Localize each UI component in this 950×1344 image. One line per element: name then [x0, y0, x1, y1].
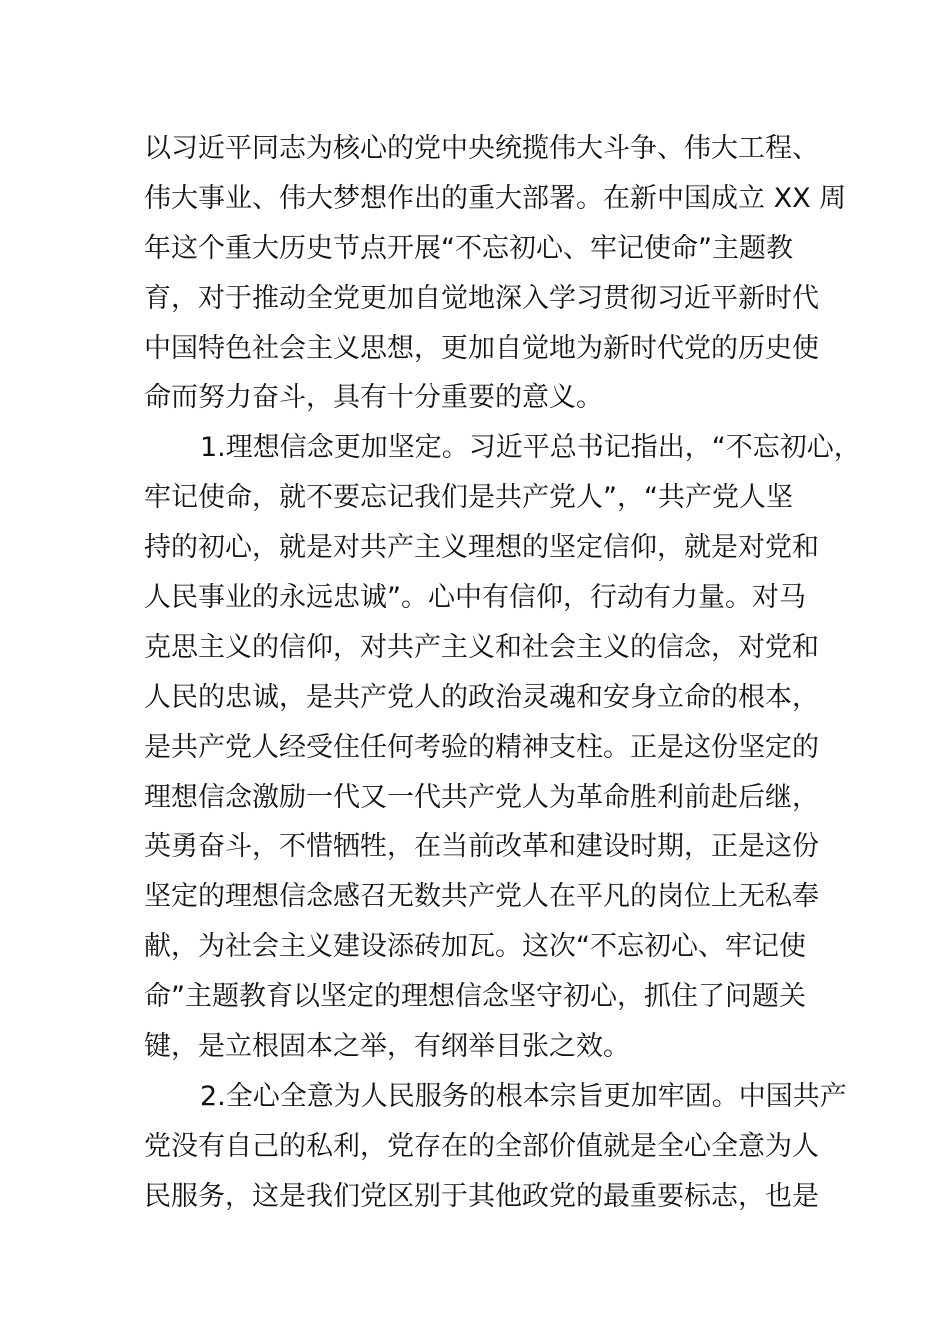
text-line: 坚定的理想信念感召无数共产党人在平凡的岗位上无私奉 — [144, 881, 819, 913]
text-line: 年这个重大历史节点开展“不忘初心、牢记使命”主题教 — [144, 232, 793, 264]
text-line: 持的初心，就是对共产主义理想的坚定信仰，就是对党和 — [144, 532, 819, 564]
text-line: 英勇奋斗，不惜牺牲，在当前改革和建设时期，正是这份 — [144, 831, 819, 863]
text-line: 育，对于推动全党更加自觉地深入学习贯彻习近平新时代 — [144, 282, 819, 314]
text-line-first: 2.全心全意为人民服务的根本宗旨更加牢固。中国共产 — [200, 1080, 847, 1112]
paragraph-point-2 — [144, 1072, 847, 1222]
paragraph-point-1 — [144, 423, 861, 1072]
text-line: 民服务，这是我们党区别于其他政党的最重要标志，也是 — [144, 1180, 819, 1212]
text-line: 命而努力奋斗，具有十分重要的意义。 — [144, 382, 603, 414]
text-line: 命”主题教育以坚定的理想信念坚守初心，抓住了问题关 — [144, 981, 806, 1013]
text-line: 理想信念激励一代又一代共产党人为革命胜利前赴后继， — [144, 781, 819, 813]
text-line: 人民的忠诚，是共产党人的政治灵魂和安身立命的根本， — [144, 681, 819, 713]
text-line-first: 1.理想信念更加坚定。习近平总书记指出，“不忘初心， — [200, 432, 861, 464]
text-line: 克思主义的信仰，对共产主义和社会主义的信念，对党和 — [144, 631, 819, 663]
text-line: 键，是立根固本之举，有纲举目张之效。 — [144, 1031, 630, 1063]
text-line: 人民事业的永远忠诚”。心中有信仰，行动有力量。对马 — [144, 582, 806, 614]
paragraph-intro — [144, 124, 847, 423]
text-line: 以习近平同志为核心的党中央统揽伟大斗争、伟大工程、 — [144, 133, 819, 164]
text-line: 中国特色社会主义思想，更加自觉地为新时代党的历史使 — [144, 332, 819, 364]
text-line: 伟大事业、伟大梦想作出的重大部署。在新中国成立 XX 周 — [144, 182, 847, 214]
text-line: 牢记使命，就不要忘记我们是共产党人”，“共产党人坚 — [144, 482, 793, 514]
text-line: 党没有自己的私利，党存在的全部价值就是全心全意为人 — [144, 1130, 819, 1162]
text-line: 献，为社会主义建设添砖加瓦。这次“不忘初心、牢记使 — [144, 931, 806, 963]
document-body — [144, 124, 861, 1222]
text-line: 是共产党人经受住任何考验的精神支柱。正是这份坚定的 — [144, 731, 819, 763]
